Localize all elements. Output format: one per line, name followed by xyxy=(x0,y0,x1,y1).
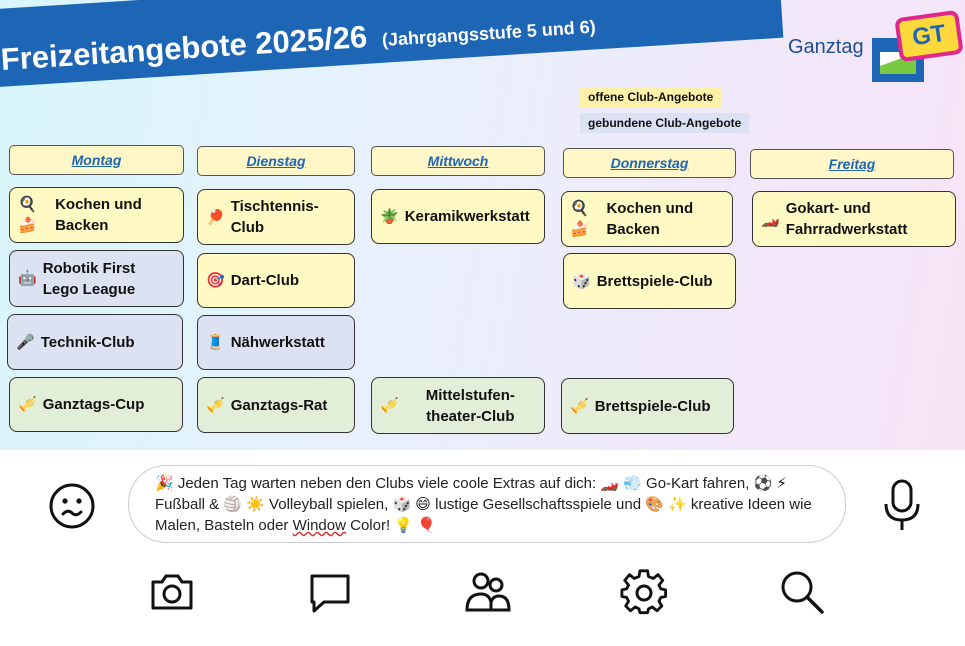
chat-icon[interactable] xyxy=(306,568,354,616)
club-label: Robotik First Lego League xyxy=(42,259,136,298)
trumpet-icon: 🎺 xyxy=(18,396,37,413)
robot-icon: 🤖 xyxy=(18,270,37,287)
club-label: Kochen und Backen xyxy=(55,196,142,234)
club-label: Keramikwerkstatt xyxy=(404,208,530,225)
cooking-icon: 🍳🍰 xyxy=(18,196,37,234)
club-card-theater xyxy=(371,377,545,434)
microphone-icon: 🎤 xyxy=(16,333,35,351)
club-label: Gokart- und Fahrradwerkstatt xyxy=(785,200,908,238)
race-car-icon: 🏎️ xyxy=(761,210,780,228)
club-label: Technik-Club xyxy=(40,333,135,351)
ping-pong-icon: 🏓 xyxy=(206,208,225,226)
gear-icon[interactable] xyxy=(620,568,668,616)
plant-icon: 🪴 xyxy=(380,208,399,225)
camera-icon[interactable] xyxy=(148,568,196,616)
club-label: Kochen und Backen xyxy=(606,200,694,238)
cooking-icon: 🍳🍰 xyxy=(570,200,589,238)
dart-icon: 🎯 xyxy=(206,272,225,289)
ganztag-label: Ganztag xyxy=(788,36,864,58)
club-card-ganztags-cup xyxy=(9,377,183,432)
legend-open-clubs: offene Club-Angebote xyxy=(580,87,721,107)
club-card-kochen-backen-mon xyxy=(9,187,184,243)
thread-icon: 🧵 xyxy=(206,334,225,351)
trumpet-icon: 🎺 xyxy=(206,396,225,414)
message-text: 🎉 Jeden Tag warten neben den Clubs viele coole Extras auf dich: 🏎️ 💨 Go-Kart fahren, ⚽ ⚡ Fußball & 🏐 ☀️ Volleyball spielen, 🎲 😄 lustige Gesellschaftsspiele und 🎨 ✨ kreative Ideen wie Malen, Basteln oder xyxy=(155,475,812,534)
day-header-montag: Montag xyxy=(9,145,184,175)
trumpet-icon: 🎺 xyxy=(570,397,589,415)
day-header-freitag: Freitag xyxy=(750,149,954,179)
bottom-toolbar xyxy=(0,568,965,618)
day-header-dienstag: Dienstag xyxy=(197,146,355,176)
people-icon[interactable] xyxy=(464,568,512,616)
club-card-technik xyxy=(7,314,183,370)
club-label: Nähwerkstatt xyxy=(230,334,325,351)
message-text-end: Color! 💡 🎈 xyxy=(345,517,436,534)
club-card-kochen-backen-thu xyxy=(561,191,733,247)
club-card-brettspiele-thu-2 xyxy=(561,378,734,434)
club-label: Mittelstufen-theater-Club xyxy=(425,386,515,425)
search-icon[interactable] xyxy=(778,568,826,616)
gt-logo-badge: GT xyxy=(894,10,964,62)
club-label: Dart-Club xyxy=(230,272,300,289)
club-card-gokart xyxy=(752,191,956,247)
message-text-spellcheck: Window xyxy=(292,517,346,534)
club-card-naehwerkstatt xyxy=(197,315,355,370)
club-card-dart xyxy=(197,253,355,308)
trumpet-icon: 🎺 xyxy=(380,397,399,414)
dice-icon: 🎲 xyxy=(572,272,591,290)
club-label: Ganztags-Rat xyxy=(230,396,328,414)
microphone-icon[interactable] xyxy=(880,478,924,534)
day-header-donnerstag: Donnerstag xyxy=(563,148,736,178)
club-label: Tischtennis-Club xyxy=(230,198,319,236)
club-label: Brettspiele-Club xyxy=(596,272,713,290)
club-label: Brettspiele-Club xyxy=(594,397,711,415)
chat-message-bubble[interactable] xyxy=(128,465,846,543)
title-subtitle: (Jahrgangsstufe 5 und 6) xyxy=(381,16,597,51)
club-card-tischtennis xyxy=(197,189,355,245)
club-label: Ganztags-Cup xyxy=(42,396,145,413)
day-header-mittwoch: Mittwoch xyxy=(371,146,545,176)
club-card-robotik xyxy=(9,250,184,307)
club-card-ganztags-rat xyxy=(197,377,355,433)
legend-bound-clubs: gebundene Club-Angebote xyxy=(580,113,749,133)
title-main: Freizeitangebote 2025/26 xyxy=(0,19,369,78)
club-card-keramik xyxy=(371,189,545,244)
confused-emoji-icon[interactable] xyxy=(48,482,96,530)
club-card-brettspiele-thu xyxy=(563,253,736,309)
